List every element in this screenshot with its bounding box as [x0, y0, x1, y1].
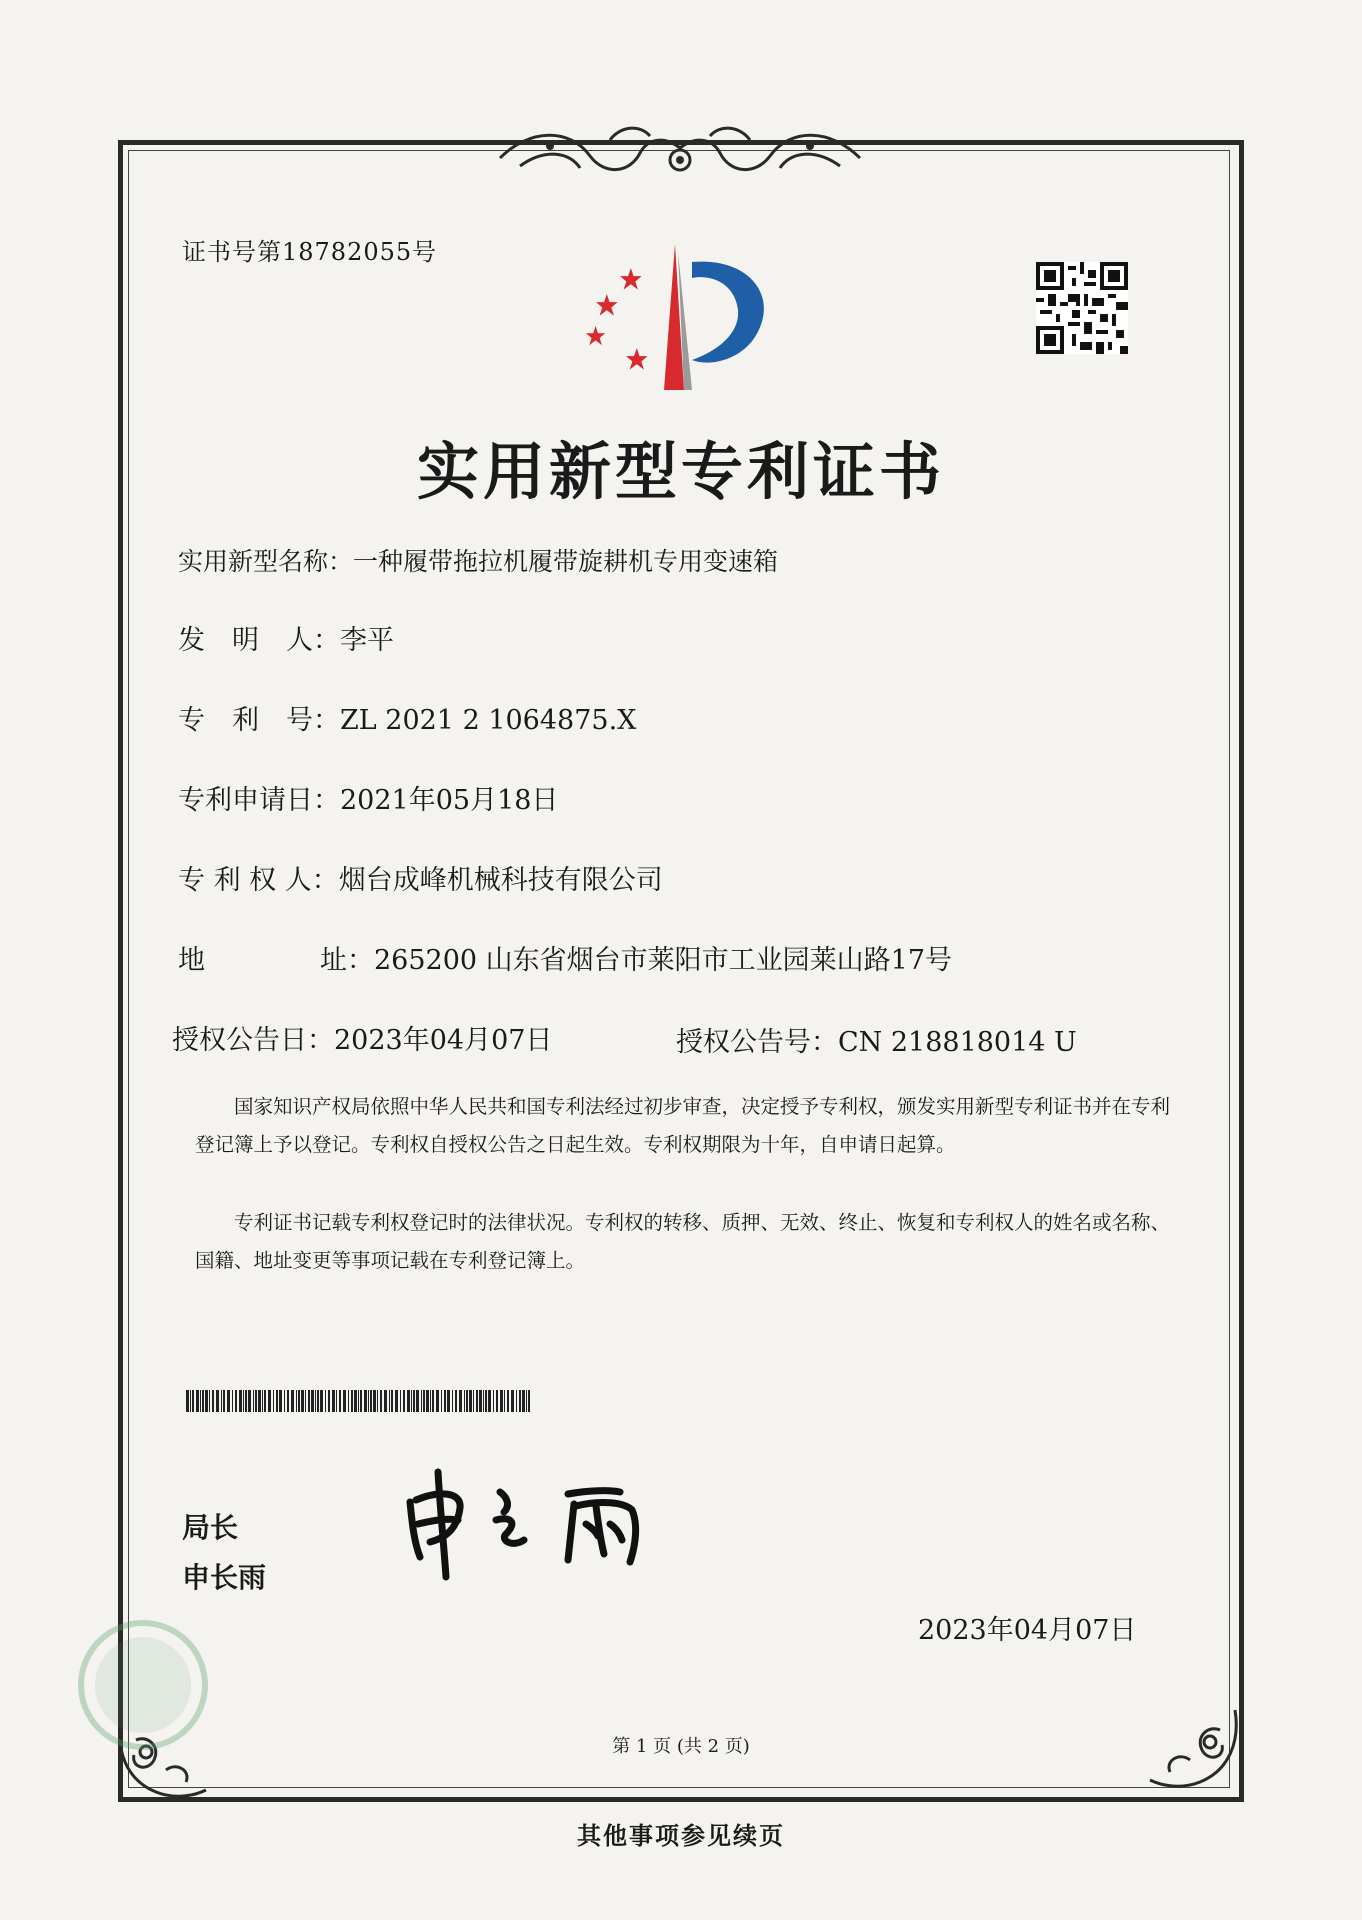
field-label-address-left: 地	[178, 945, 205, 976]
certificate-title: 实用新型专利证书	[416, 435, 945, 508]
field-label-address-right: 址：	[320, 945, 374, 976]
field-label-grant-number: 授权公告号：	[676, 1027, 838, 1058]
qr-code-icon	[1036, 262, 1128, 354]
director-title: 局长	[182, 1511, 239, 1544]
field-patentee	[178, 858, 663, 897]
page-number: 第 1 页 (共 2 页)	[612, 1736, 750, 1757]
field-value-address: 265200 山东省烟台市莱阳市工业园莱山路17号	[374, 945, 953, 976]
field-label-filing-date: 专利申请日：	[178, 785, 340, 816]
field-label-patentee: 专 利 权 人：	[178, 865, 339, 896]
director-name: 申长雨	[182, 1561, 267, 1594]
field-value-grant-date: 2023年04月07日	[334, 1025, 553, 1056]
field-label-grant-date: 授权公告日：	[172, 1025, 334, 1056]
patent-office-logo-icon	[580, 242, 780, 392]
field-filing-date	[178, 778, 558, 817]
field-label-inventor: 发 明 人：	[178, 625, 340, 656]
field-value-patentee: 烟台成峰机械科技有限公司	[338, 865, 663, 896]
field-value-inventor: 李平	[340, 625, 394, 656]
field-grant-number	[676, 1020, 1077, 1059]
field-utility-model-name	[178, 542, 778, 578]
certificate-number: 证书号第18782055号	[182, 238, 438, 266]
field-value-name: 一种履带拖拉机履带旋耕机专用变速箱	[353, 547, 779, 576]
legal-paragraph-1: 国家知识产权局依照中华人民共和国专利法经过初步审查，决定授予专利权，颁发实用新型专利证书并在专利登记簿上予以登记。专利权自授权公告之日起生效。专利权期限为十年，自申请日起算。	[195, 1095, 1171, 1156]
field-value-filing-date: 2021年05月18日	[340, 785, 559, 816]
footer-note: 其他事项参见续页	[577, 1821, 785, 1850]
field-grant-date	[172, 1018, 552, 1057]
field-value-patent-number: ZL 2021 2 1064875.X	[340, 705, 637, 736]
field-value-grant-number: CN 218818014 U	[838, 1027, 1077, 1058]
legal-paragraph-2: 专利证书记载专利权登记时的法律状况。专利权的转移、质押、无效、终止、恢复和专利权人的姓名或名称、国籍、地址变更等事项记载在专利登记簿上。	[195, 1211, 1171, 1272]
barcode-icon	[186, 1390, 534, 1412]
issue-date: 2023年04月07日	[918, 1615, 1137, 1646]
field-address	[178, 938, 952, 977]
field-label-name: 实用新型名称：	[178, 547, 354, 576]
director-signature	[400, 1462, 700, 1582]
field-label-patent-number: 专 利 号：	[178, 705, 340, 736]
field-inventor	[178, 618, 394, 657]
field-patent-number	[178, 698, 636, 737]
top-ornament-icon	[490, 118, 870, 190]
